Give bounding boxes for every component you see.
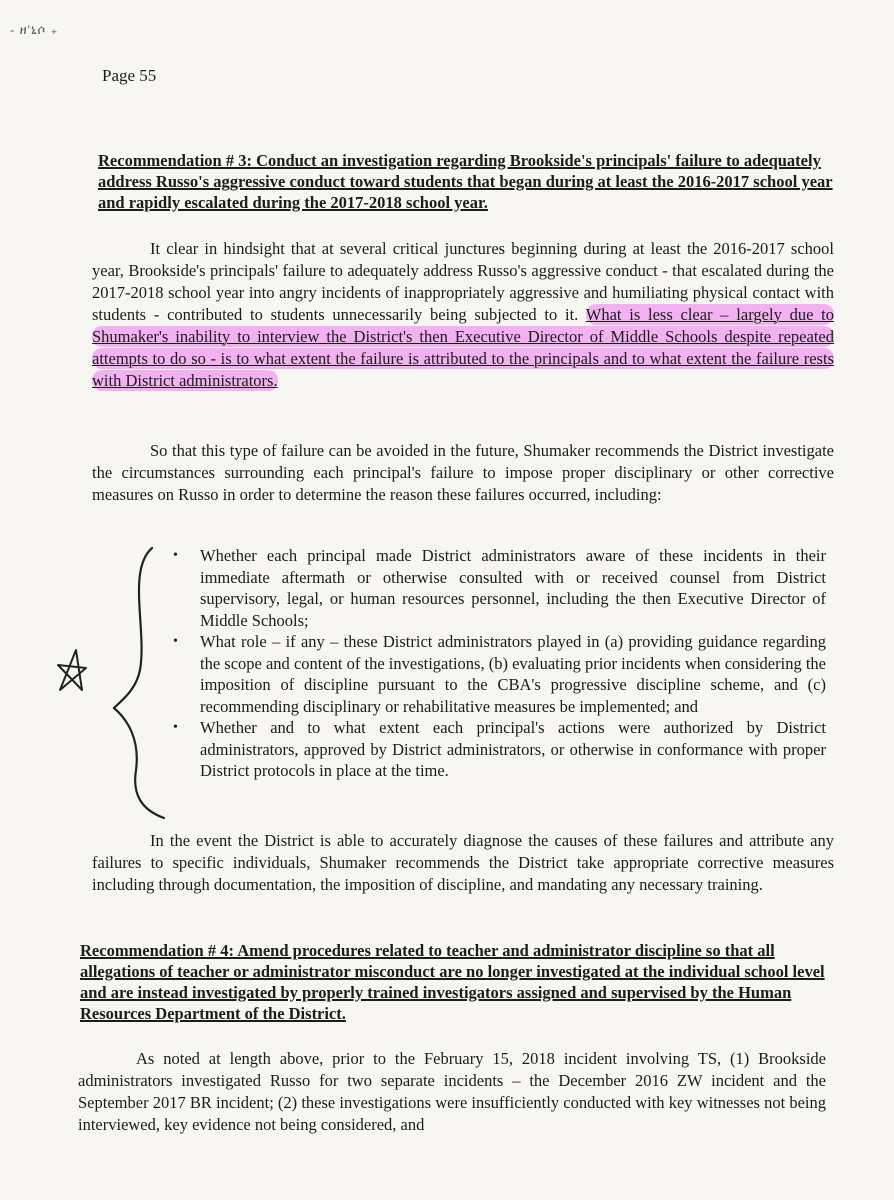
paragraph-prior-investigations: As noted at length above, prior to the February 15, 2018 incident involving TS, (1) Brookside administrators investigated Russo for two separate incidents – the December 2016 ZW incident and the September 2017 BR incident; (2) these investigations were insufficiently conducted with key witnesses not being interviewed, key evidence not being considered, and — [78, 1049, 826, 1134]
list-item — [170, 545, 826, 631]
list-item — [170, 631, 826, 717]
paragraph-corrective-measures: In the event the District is able to accurately diagnose the causes of these failures and attribute any failures to specific individuals, Shumaker recommends the District take appropriate corrective measures including through documentation, the imposition of discipline, and mandating any necessary training. — [92, 831, 834, 894]
paragraph-hindsight — [92, 238, 834, 392]
highlighted-passage: What is less clear – largely due to Shumaker's inability to interview the District's then Executive Director of Middle Schools despite repeated attempts to do so - is to what extent the failure is attributed to the principals and to what extent the failure rests with District administrators. — [92, 305, 834, 390]
inquiry-bullet-list — [170, 545, 826, 782]
bullet-dot: • — [173, 548, 178, 563]
paragraph-future-failure: So that this type of failure can be avoided in the future, Shumaker recommends the District investigate the circumstances surrounding each principal's failure to impose proper disciplinary or other corrective measures on Russo in order to determine the reason these failures occurred, including: — [92, 441, 834, 504]
bullet-dot: • — [173, 720, 178, 735]
list-item-text: Whether each principal made District administrators aware of these incidents in their immediate aftermath or otherwise consulted with or received counsel from District supervisory, legal, or human resources personnel, including the then Executive Director of Middle Schools; — [200, 546, 826, 630]
paragraph-hindsight-text: It clear in hindsight that at several critical junctures beginning during at least the 2016-2017 school year, Brookside's principals' failure to adequately address Russo's aggressive conduct - that escalated during the 2017-2018 school year into angry incidents of inappropriately aggressive and humiliating physical contact with students - contributed to students unnecessarily being subjected to it. — [92, 239, 834, 324]
corner-scribble-mark: - ዘ'ኒሶ ₊ — [10, 22, 59, 37]
list-item-text: Whether and to what extent each principal's actions were authorized by District administrators, approved by District administrators, or otherwise in conformance with proper District protocols in place at the time. — [200, 718, 826, 780]
list-item-text: What role – if any – these District administrators played in (a) providing guidance regarding the scope and content of the investigations, (b) evaluating prior incidents when considering the imposition of discipline pursuant to the CBA's progressive discipline scheme, and (c) recommending disciplinary or rehabilitative measures be implemented; and — [200, 632, 826, 716]
list-item — [170, 717, 826, 782]
page-number: Page 55 — [102, 66, 157, 85]
recommendation-4-heading: Recommendation # 4: Amend procedures related to teacher and administrator discipline so that all allegations of teacher or administrator misconduct are no longer investigated at the individual school level and are instead investigated by properly trained investigators assigned and supervised by the Human Resources Department of the District. — [80, 941, 825, 1023]
recommendation-3-heading: Recommendation # 3: Conduct an investigation regarding Brookside's principals' failure to adequately address Russo's aggressive conduct toward students that began during at least the 2016-2017 school year and rapidly escalated during the 2017-2018 school year. — [98, 151, 833, 212]
bullet-dot: • — [173, 634, 178, 649]
